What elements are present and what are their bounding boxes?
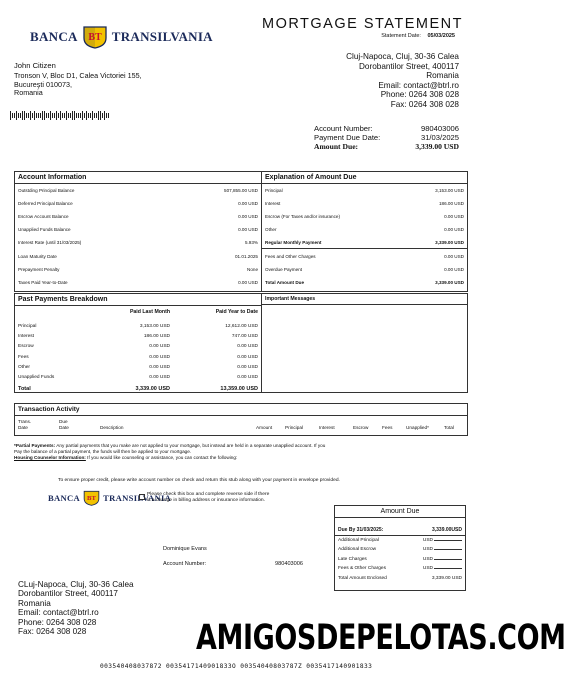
account-number-row [314,124,459,133]
stub-account-number-label: Account Number: [163,561,207,567]
expl-row [262,263,467,276]
row-label: Escrow [18,344,34,350]
barcode-bar [96,113,97,118]
barcode-bar [60,111,61,120]
col-trans-date [18,419,31,431]
stub-bank-name-left: BANCA [48,493,81,503]
expl-row [262,210,467,223]
row-value: 0.00 USD [238,214,258,220]
watermark: AMIGOSDEPELOTAS.COM [196,618,566,659]
barcode-bar [40,113,41,118]
partial-payments-text: Any partial payments that you make are not applied to your mortgage, but instead are held in a separate unapplied account. If you [55,443,326,448]
stub-late-charges-field[interactable] [423,557,462,562]
stub-due-by-row [335,526,465,536]
row-label: Interest [18,333,34,339]
barcode-bar [10,111,11,120]
stub-bt-logo-icon [82,490,101,506]
barcode-bar [94,113,95,118]
bank-name-right: TRANSILVANIA [111,29,213,44]
barcode-bar [104,111,105,120]
amount-due-value: 3,339.00 USD [415,142,459,152]
col-interest: Interest [319,425,335,430]
barcode-bar [92,111,93,120]
transaction-activity-header [15,419,467,435]
barcode-bar [62,113,63,118]
barcode-bar [26,113,27,118]
barcode-bar [16,111,17,120]
customer-name: John Citizen [14,61,56,70]
barcode-bar [88,113,89,118]
bank-logo [30,26,213,48]
col-principal: Principal [285,425,303,430]
explanation-rows [262,184,467,289]
bank-address [346,52,459,110]
housing-counselor-text: If you would like counseling or assistance, you can contact the following: [85,455,238,461]
barcode-bar [20,113,21,118]
stub-total-enclosed-label: Total Amount Enclosed [338,575,387,581]
row-value: 186.00 USD [438,201,464,207]
past-payments-total-label: Total [18,385,31,392]
row-last-month: 0.00 USD [149,364,170,370]
barcode-bar [70,113,71,118]
row-label: Prepayment Penalty [18,266,60,272]
barcode-bar [102,113,103,118]
barcode-bar [56,111,57,120]
currency-label: USD [422,547,433,553]
customer-address-line3: Romania [14,87,43,97]
barcode-bar [22,111,23,120]
bank-name-left: BANCA [30,29,78,44]
barcode-bar [86,111,87,120]
expl-row [262,184,467,197]
currency-label: USD [422,537,433,543]
currency-label: USD [422,566,433,572]
stub-bank-address-line2: Dorobantilor Street, 400117 [18,589,118,599]
stub-amount-due-title: Amount Due [335,506,465,518]
row-label: Regular Monthly Payment [265,239,322,245]
col-paid-year-to-date: Paid Year to Date [215,309,258,315]
expl-row [262,197,467,210]
row-value: 01.01.2025 [235,253,258,259]
important-messages-title: Important Messages [262,294,467,305]
account-information-box [14,171,262,292]
past-payments-rows [15,321,261,383]
row-label: Other [265,227,277,233]
row-label: Interest [265,201,281,207]
statement-date-row [381,33,455,39]
customer-address-line1: Tronson V, Bloc D1, Calea Victoriei 155, [14,71,142,81]
barcode-bar [14,113,15,118]
past-payments-header [15,306,261,317]
currency-label: USD [422,556,433,562]
col-fees: Fees [382,425,393,430]
row-label: Principal [265,188,283,194]
barcode-bar [68,113,69,118]
expl-row [262,236,467,249]
address-change-text [147,492,327,504]
barcode-bar [48,113,49,118]
barcode-bar [18,113,19,118]
row-value: 5.93% [244,240,258,246]
past-payments-total-row [15,383,261,395]
row-label: Outstding Principal Balance [18,188,75,194]
bank-fax: Fax: 0264 308 028 [390,99,459,109]
stub-late-charges-row [335,555,465,565]
past-payments-title: Past Payments Breakdown [15,294,261,306]
acct-info-row [15,276,261,289]
explanation-box [261,171,468,292]
stub-bt-logo-text: BT [87,495,97,502]
row-label: Deferred Principal Balance [18,201,73,207]
past-payments-box [14,293,262,393]
payment-due-date-row [314,133,459,142]
barcode-bar [54,113,55,118]
stub-fees-other-field[interactable] [423,566,462,571]
row-last-month: 186.00 USD [143,333,170,339]
stub-fees-other-label: Fees & Other Charges [338,566,386,572]
acct-info-row [15,197,261,210]
stub-total-enclosed-value: 3,339.00 USD [431,575,462,581]
row-label: Total Amount Due [265,279,305,285]
row-value: 507,855.00 USD [224,188,258,194]
statement-title: MORTGAGE STATEMENT [261,16,463,32]
barcode-bar [52,113,53,118]
row-label: Fees and Other Charges [265,253,316,259]
amount-due-row [314,142,459,151]
row-year-to-date: 747.00 USD [231,333,258,339]
account-information-title: Account Information [15,172,261,184]
stub-bank-address-line1: CLuj-Napoca, Cluj, 30-36 Calea [18,580,134,589]
barcode-bar [74,111,75,120]
stub-additional-principal-field[interactable] [423,538,462,543]
barcode-bar [32,113,33,118]
payment-due-date-label: Payment Due Date: [314,133,381,143]
bt-logo-icon [81,25,109,49]
barcode-bar [98,111,99,120]
row-label: Principal [18,323,37,329]
bank-address-line3: Romania [426,71,459,81]
past-payments-total-last: 3,339.00 USD [135,385,170,392]
row-last-month: 0.00 USD [149,344,170,350]
bt-logo-text: BT [88,32,102,43]
stub-additional-escrow-label: Additional Escrow [338,547,377,553]
barcode-bar [100,111,101,120]
address-change-text-line1: Please check this box and complete reverse side if there [147,492,270,497]
stub-due-by-value: 3,339.00USD [431,527,462,534]
row-label: Fees [18,354,29,360]
account-summary [314,124,459,152]
partial-payments-text2: Pay the balance of a partial payment, the funds will then be applied to your mortgage. [14,449,192,455]
past-payments-row [15,321,261,331]
row-label: Escrow (For Taxes and/or insurance) [265,214,340,220]
row-label: Interest Rate (until 31/03/2025) [18,240,82,246]
acct-info-row [15,263,261,276]
barcode-bar [84,113,85,118]
barcode-bar [64,113,65,118]
payment-due-date-value: 31/03/2025 [420,133,459,143]
past-payments-row [15,352,261,362]
acct-info-row [15,236,261,249]
row-value: 0.00 USD [238,227,258,233]
barcode-bar [106,113,107,118]
transaction-activity-box [14,403,468,436]
barcode-bar [50,111,51,120]
barcode-bar [42,111,43,120]
col-description: Description [100,425,124,430]
acct-info-row [15,210,261,223]
row-year-to-date: 0.00 USD [237,354,258,360]
barcode-bar [36,113,37,118]
account-information-rows [15,184,261,289]
barcode-bar [72,111,73,120]
row-value: 0.00 USD [238,201,258,207]
partial-payments-label: *Partial Payments: [14,443,56,448]
row-label: Escrow Account Balance [18,214,69,220]
stub-bank-address [18,580,134,636]
expl-row [262,276,467,289]
barcode-bar [90,113,91,118]
stub-additional-escrow-field[interactable] [423,547,462,552]
bank-address-line2: Dorobantilor Street, 400117 [359,61,459,71]
col-paid-last-month: Paid Last Month [129,309,170,315]
stub-instruction: To ensure proper credit, please write account number on check and return this stub along with your payment in envelope provided. [58,478,340,483]
barcode-bar [12,113,13,118]
housing-counselor-note [14,455,469,461]
row-value: 0.00 USD [444,227,464,233]
stub-bank-address-line3: Romania [18,598,51,608]
ocr-scanline: 003540408037872 0035417140901833O 00354040803787Z 0035417140901833 [100,663,373,670]
bank-email: Email: contact@btrl.ro [378,80,459,90]
explanation-title: Explanation of Amount Due [262,172,467,184]
past-payments-row [15,372,261,382]
row-value: 3,339.00 USD [435,239,464,245]
stub-additional-principal-row [335,536,465,546]
col-trans-date-line1: Trans. [18,419,32,424]
barcode-bar [76,113,77,118]
statement-date-label: Statement Date: [381,33,421,39]
row-value: None [247,266,258,272]
row-year-to-date: 0.00 USD [237,344,258,350]
stub-bank-name-right: TRANSILVANIA [103,493,172,503]
customer-address-line2: Bucureşti 010073, [14,79,72,89]
expl-row [262,223,467,236]
past-payments-row [15,331,261,341]
barcode-bar [30,111,31,120]
row-year-to-date: 12,612.00 USD [225,323,258,329]
row-last-month: 0.00 USD [149,354,170,360]
stub-late-charges-label: Late Charges [338,556,367,562]
important-messages-box [261,293,468,393]
stub-payer-name: Dominique Evans [163,546,207,552]
barcode-bar [34,111,35,120]
amount-due-label: Amount Due: [314,142,359,152]
col-total: Total [444,425,454,430]
row-value: 0.00 USD [444,214,464,220]
acct-info-row [15,223,261,236]
stub-due-by-label: Due By 31/03/2025: [338,527,384,534]
stub-bank-email: Email: contact@btrl.ro [18,608,99,618]
col-due-date [59,419,69,431]
row-label: Loan Maturity Date [18,253,57,259]
housing-counselor-label: Housing Counselor Information: [14,455,86,461]
barcode-bar [38,113,39,118]
col-trans-date-line2: Date [18,425,28,430]
account-number-label: Account Number: [314,124,373,133]
barcode-bar [82,111,83,120]
stub-bank-phone: Phone: 0264 308 028 [18,617,97,627]
acct-info-row [15,249,261,262]
row-label: Unapplied Funds [18,375,55,381]
past-payments-row [15,362,261,372]
col-due-date-line2: Date [59,425,69,430]
stub-fees-other-row [335,564,465,574]
col-amount: Amount [256,425,273,430]
col-unapplied: Unapplied* [406,425,429,430]
statement-notes [14,443,469,462]
row-last-month: 3,153.00 USD [139,323,170,329]
row-label: Overdue Payment [265,266,303,272]
row-value: 3,339.00 USD [435,279,464,285]
expl-row [262,249,467,262]
row-value: 0.00 USD [444,266,464,272]
transaction-activity-title: Transaction Activity [15,404,467,416]
row-value: 0.00 USD [238,279,258,285]
barcode-bar [28,113,29,118]
row-label: Taxes Paid Year-to-Date [18,279,68,285]
account-number-value: 980403006 [420,124,459,133]
stub-account-number-row [163,561,303,567]
address-change-text-line2: is a change in billing address or insurance information. [147,498,265,503]
acct-info-row [15,184,261,197]
row-label: Unapplied Funds Balance [18,227,71,233]
bank-address-line1: Cluj-Napoca, Cluj, 30-36 Calea [346,52,459,61]
stub-bank-fax: Fax: 0264 308 028 [18,627,87,637]
col-due-date-line1: Due [59,419,68,424]
stub-additional-principal-label: Additional Principal [338,537,379,543]
barcode-bar [78,113,79,118]
barcode-bar [24,111,25,120]
stub-total-enclosed-row [335,574,465,584]
row-year-to-date: 0.00 USD [237,364,258,370]
past-payments-total-ytd: 13,359.00 USD [220,385,258,392]
bank-phone: Phone: 0264 308 028 [380,90,459,100]
past-payments-row [15,342,261,352]
row-value: 3,153.00 USD [435,188,464,194]
barcode-bar [46,113,47,118]
stub-amount-due-box [334,505,466,591]
row-last-month: 0.00 USD [149,375,170,381]
row-label: Other [18,364,30,370]
postal-barcode [10,111,130,120]
barcode-bar [66,111,67,120]
barcode-bar [80,113,81,118]
address-change-checkbox[interactable] [139,494,145,500]
row-value: 0.00 USD [444,253,464,259]
barcode-bar [44,111,45,120]
customer-address [14,62,142,97]
barcode-bar [108,113,109,118]
statement-date-value: 05/03/2025 [427,33,455,39]
stub-account-number-value: 980403006 [275,561,303,567]
stub-additional-escrow-row [335,545,465,555]
barcode-bar [58,113,59,118]
col-escrow: Escrow [353,425,369,430]
row-year-to-date: 0.00 USD [237,375,258,381]
